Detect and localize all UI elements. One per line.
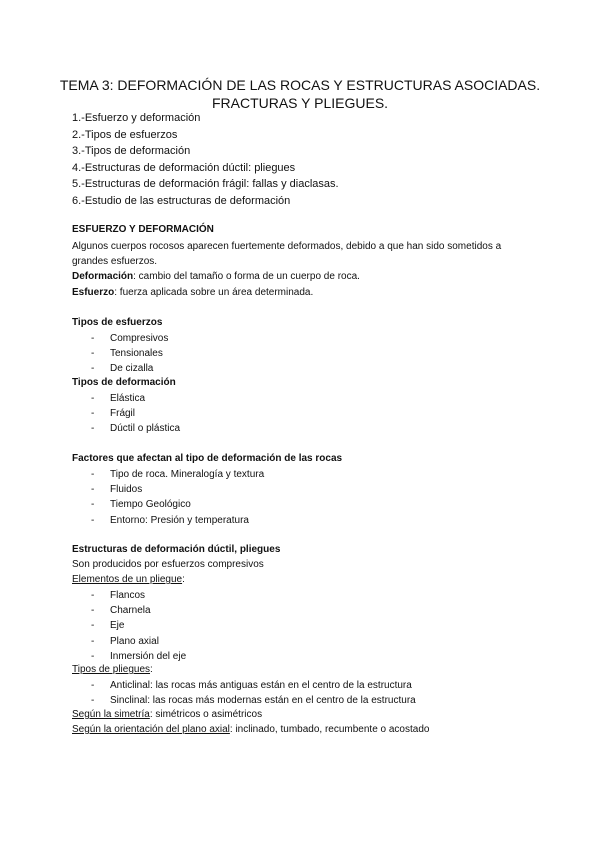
definition-esfuerzo [72, 287, 313, 298]
list-item: - Eje [91, 618, 186, 633]
dash-bullet: - [91, 680, 95, 691]
list-item: - Flancos [91, 588, 186, 603]
definition-deformacion [72, 271, 360, 282]
dash-bullet: - [91, 333, 95, 344]
heading-deformacion-ductil: Estructuras de deformación dúctil, pliegues [72, 544, 281, 555]
dash-bullet: - [91, 590, 95, 601]
paragraph-line: Algunos cuerpos rocosos aparecen fuertemente deformados, debido a que han sido sometidos a [72, 241, 502, 252]
list-item: - Fluidos [91, 482, 264, 497]
list-item: - Frágil [91, 406, 180, 421]
clasificacion-simetria: Según la simetría: simétricos o asimétricos [72, 709, 263, 720]
list-item: - Entorno: Presión y temperatura [91, 513, 264, 528]
section-heading-esfuerzo: ESFUERZO Y DEFORMACIÓN [72, 224, 214, 235]
label-elementos-pliegue: Elementos de un pliegue: [72, 574, 185, 585]
dash-bullet: - [91, 363, 95, 375]
clasificacion-orientacion: Según la orientación del plano axial: inclinado, tumbado, recumbente o acostado [72, 724, 430, 735]
list-item: - Inmersión del eje [91, 649, 186, 664]
dash-bullet: - [91, 423, 95, 435]
list-item: - Elástica [91, 391, 180, 406]
list-item: - Anticlinal: las rocas más antiguas están en el centro de la estructura [91, 678, 416, 693]
title-line-1: TEMA 3: DEFORMACIÓN DE LAS ROCAS Y ESTRUCTURAS ASOCIADAS. [59, 77, 541, 93]
dash-bullet: - [91, 348, 95, 360]
list-item: - Sinclinal: las rocas más modernas están en el centro de la estructura [91, 693, 416, 708]
dash-bullet: - [91, 469, 95, 480]
dash-bullet: - [91, 393, 95, 404]
list-item: - Compresivos [91, 331, 168, 346]
label-tipos-pliegues: Tipos de pliegues: [72, 664, 153, 675]
term-esfuerzo: Esfuerzo [72, 287, 115, 298]
toc-item: 5.-Estructuras de deformación frágil: fallas y diaclasas. [72, 178, 339, 190]
toc-item: 4.-Estructuras de deformación dúctil: pliegues [72, 162, 296, 174]
heading-factores: Factores que afectan al tipo de deformación de las rocas [72, 453, 343, 464]
paragraph-line: grandes esfuerzos. [72, 256, 158, 267]
list-item: - Charnela [91, 603, 186, 618]
list-tipos-pliegues [91, 678, 416, 708]
list-factores [91, 467, 264, 528]
dash-bullet: - [91, 650, 95, 662]
page-title [50, 76, 550, 112]
dash-bullet: - [91, 499, 95, 511]
list-item: - Tipo de roca. Mineralogía y textura [91, 467, 264, 482]
list-tipos-deformacion [91, 391, 180, 437]
definition-text: : fuerza aplicada sobre un área determinada. [114, 287, 314, 298]
list-tipos-esfuerzos [91, 331, 168, 377]
dash-bullet: - [91, 635, 95, 647]
list-item: - Dúctil o plástica [91, 421, 180, 436]
dash-bullet: - [91, 695, 95, 707]
heading-tipos-esfuerzos: Tipos de esfuerzos [72, 317, 163, 328]
list-item: - De cizalla [91, 361, 168, 376]
toc-item: 1.-Esfuerzo y deformación [72, 112, 201, 124]
dash-bullet: - [91, 484, 95, 496]
title-line-2: FRACTURAS Y PLIEGUES. [211, 95, 389, 111]
toc-item: 2.-Tipos de esfuerzos [72, 129, 178, 141]
list-elementos-pliegue [91, 588, 186, 664]
dash-bullet: - [91, 514, 95, 526]
toc-item: 3.-Tipos de deformación [72, 145, 191, 157]
term-deformacion: Deformación [72, 271, 134, 282]
list-item: - Plano axial [91, 634, 186, 649]
dash-bullet: - [91, 620, 95, 632]
dash-bullet: - [91, 408, 95, 420]
toc-item: 6.-Estudio de las estructuras de deformación [72, 195, 291, 207]
list-item: - Tiempo Geológico [91, 497, 264, 512]
list-item: - Tensionales [91, 346, 168, 361]
dash-bullet: - [91, 605, 95, 617]
heading-tipos-deformacion: Tipos de deformación [72, 377, 176, 388]
definition-text: : cambio del tamaño o forma de un cuerpo de roca. [133, 271, 360, 282]
paragraph-line: Son producidos por esfuerzos compresivos [72, 559, 264, 570]
